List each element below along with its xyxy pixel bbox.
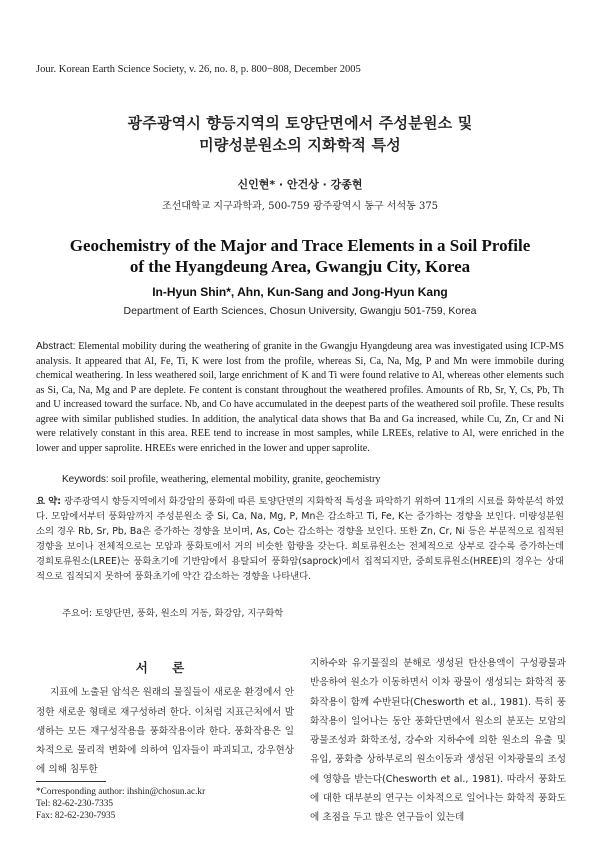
korean-authors: 신인현* · 안건상 · 강종현 [237, 178, 363, 191]
korean-title-line1: 광주광역시 향등지역의 토양단면에서 주성분원소 및 [127, 114, 473, 132]
abstract-label: Abstract: [36, 341, 76, 352]
abstract-text: Elemental mobility during the weathering of granite in the Gwangju Hyangdeung area was investigated using ICP-MS analysis. It appeared that Al, Fe, Ti, K were lost from the profile, whereas Si, Ca, Na, Mg, P and Mn were immobile during chemical weathering. In less weathered soil, large enrichment of K and Ti were found relative to Al, whereas other elements such as Si, Ca, Na, Mg and P are deplete. Fe content is constant throughout the weathered profiles. Amounts of Rb, Sr, Y, Cs, Pb, Th and U increased toward the surface. Nb, and Co have accumulated in the deepest parts of the weathered soil profile. These results agree with similar published studies. In addition, the analytical data shows that Ba and Ga increased, while Cu, Zn, Cr and Ni were relatively constant in this area. REE tend to increase in most samples, while LREEs, relative to Al, were enriched in the lower and upper saprolite. HREEs were enriched in the lower and upper saprolite. [36, 341, 564, 454]
introduction-right-text: 지하수와 유기물질의 분해로 생성된 탄산용액이 구성광물과 반응하여 원소가 이동하면서 이차 광물이 생성되는 화학적 풍화작용이 함께 수반된다(Chesworth et al., 1981). 특히 풍화작용이 일어나는 동안 풍화단면에서 원소의 분포는 모암의 광물조성과 화학조성, 강수와 지하수에 의한 원소의 유출 및 유입, 풍화층 상하부로의 원소이동과 생성된 이차광물의 조성에 영향을 받는다(Chesworth et al., 1981). 따라서 풍화도에 대한 대부분의 연구는 이차적으로 일어나는 화학적 풍화도에 초점을 두고 많은 연구들이 있는데 [310, 658, 566, 824]
keywords-label: Keywords: [62, 474, 109, 485]
journal-reference: Jour. Korean Earth Science Society, v. 26, no. 8, p. 800−808, December 2005 [36, 64, 361, 75]
footnote-tel: Tel: 82-62-230-7335 [36, 799, 114, 809]
english-authors: In-Hyun Shin*, Ahn, Kun-Sang and Jong-Hyun Kang [152, 285, 448, 299]
introduction-left-text: 지표에 노출된 암석은 원래의 물질들이 새로운 환경에서 안정한 새로운 형태로 재구성하려 한다. 이처럼 지표근처에서 발생하는 모든 재구성작용을 풍화작용이라 한다. 풍화작용은 일차적으로 물리적 변화에 의하여 입자들이 파괴되고, 강우현상에 의해 침투한 [36, 687, 294, 776]
korean-abstract-label: 요 약: [36, 496, 61, 507]
footnote-corresponding: *Corresponding author: ihshin@chosun.ac.kr [36, 787, 206, 797]
footnote-divider [36, 781, 106, 782]
english-title-line2: of the Hyangdeung Area, Gwangju City, Korea [129, 257, 471, 276]
keywords-text: soil profile, weathering, elemental mobility, granite, geochemistry [108, 474, 381, 485]
footnote [36, 786, 294, 822]
introduction-left-column [36, 654, 294, 780]
korean-title-line2: 미량성분원소의 지화학적 특성 [199, 136, 401, 154]
introduction-heading: 서 론 [135, 660, 195, 675]
korean-abstract [36, 494, 564, 584]
korean-keywords-text: 토양단면, 풍화, 원소의 거동, 화강암, 지구화학 [92, 608, 284, 619]
english-affiliation: Department of Earth Sciences, Chosun University, Gwangju 501-759, Korea [123, 305, 477, 317]
korean-abstract-text: 광주광역시 향등지역에서 화강암의 풍화에 따른 토양단면의 지화학적 특성을 파악하기 위하여 11개의 시료를 화학분석 하였다. 모암에서부터 풍화암까지 주성분원소 중 Si, Ca, Na, Mg, P, Mn은 감소하고 Ti, Fe, K는 증가하는 경향을 보인다. 미량성분원소의 경우 Rb, Sr, Pb, Ba은 증가하는 경향을 보이며, As, Co는 감소하는 경향을 보인다. 또한 Zn, Cr, Ni 등은 부분적으로 집적된 경향을 보이나 전체적으로는 모암과 풍화토에서 거의 비슷한 함량을 갖는다. 희토류원소는 전체적으로 상부로 갈수록 증가하는데 경희토류원소(LREE)는 풍화초기에 기반암에서 용탈되어 풍화암(saprock)에서 집적되지만, 중희토류원소(HREE)의 경우는 상대적으로 집적되지 못하여 풍화초기에 약간 감소하는 경향을 나타낸다. [36, 496, 565, 582]
korean-keywords [62, 605, 562, 619]
korean-affiliation: 조선대학교 지구과학과, 500-759 광주광역시 동구 서석동 375 [161, 201, 439, 212]
english-title-line1: Geochemistry of the Major and Trace Elements in a Soil Profile [69, 236, 531, 255]
introduction-right-column [310, 654, 566, 828]
footnote-fax: Fax: 82-62-230-7935 [36, 811, 116, 821]
english-abstract [36, 340, 564, 456]
english-keywords [62, 474, 562, 485]
korean-keywords-label: 주요어: [62, 608, 93, 619]
